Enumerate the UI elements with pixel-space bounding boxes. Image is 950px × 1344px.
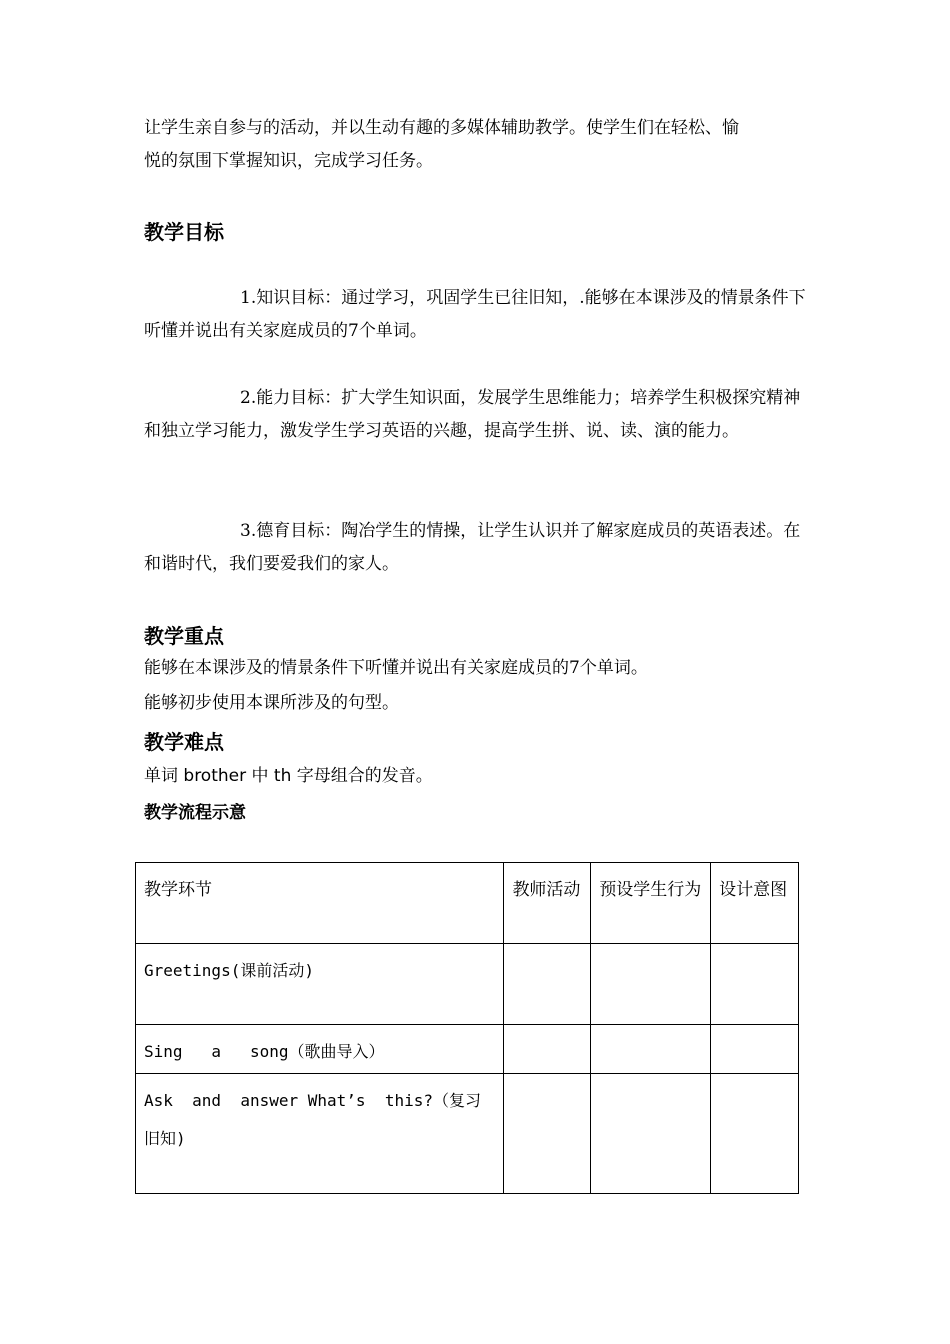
cell-design-intent xyxy=(711,1074,799,1194)
intro-line-2: 悦的氛围下掌握知识，完成学习任务。 xyxy=(144,151,433,171)
objective-knowledge: 1.知识目标：通过学习，巩固学生已往旧知，.能够在本课涉及的情景条件下听懂并说出有关家庭成员的7个单词。 xyxy=(144,288,806,341)
cell-design-intent xyxy=(711,1025,799,1074)
cell-student-behavior xyxy=(591,1025,711,1074)
difficulties-heading: 教学难点 xyxy=(144,730,224,754)
table-header-row xyxy=(136,863,799,944)
intro-line-1: 让学生亲自参与的活动，并以生动有趣的多媒体辅助教学。使学生们在轻松、愉 xyxy=(144,118,739,138)
key-point-2: 能够初步使用本课所涉及的句型。 xyxy=(144,693,399,713)
teaching-flow-table xyxy=(135,862,799,1194)
key-points-heading: 教学重点 xyxy=(144,624,224,648)
cell-stage: Ask and answer What’s this?（复习旧知) xyxy=(136,1074,504,1194)
cell-teacher-activity xyxy=(504,1025,591,1074)
cell-student-behavior xyxy=(591,1074,711,1194)
objective-ability: 2.能力目标：扩大学生知识面，发展学生思维能力；培养学生积极探究精神和独立学习能力，激发学生学习英语的兴趣，提高学生拼、说、读、演的能力。 xyxy=(144,388,801,441)
table-row xyxy=(136,1074,799,1194)
flow-heading: 教学流程示意 xyxy=(144,803,246,823)
cell-teacher-activity xyxy=(504,1074,591,1194)
header-design-intent: 设计意图 xyxy=(711,863,799,944)
cell-design-intent xyxy=(711,944,799,1025)
cell-teacher-activity xyxy=(504,944,591,1025)
table-row xyxy=(136,944,799,1025)
cell-stage: Sing a song（歌曲导入） xyxy=(136,1025,504,1074)
table-row xyxy=(136,1025,799,1074)
cell-stage: Greetings(课前活动) xyxy=(136,944,504,1025)
key-point-1: 能够在本课涉及的情景条件下听懂并说出有关家庭成员的7个单词。 xyxy=(144,658,648,678)
cell-student-behavior xyxy=(591,944,711,1025)
header-stage: 教学环节 xyxy=(136,863,504,944)
difficulty-1: 单词 brother 中 th 字母组合的发音。 xyxy=(144,766,433,786)
header-teacher-activity: 教师活动 xyxy=(504,863,591,944)
objectives-heading: 教学目标 xyxy=(144,220,224,244)
objective-moral: 3.德育目标：陶冶学生的情操，让学生认识并了解家庭成员的英语表述。在和谐时代，我们要爱我们的家人。 xyxy=(144,521,801,574)
header-student-behavior: 预设学生行为 xyxy=(591,863,711,944)
